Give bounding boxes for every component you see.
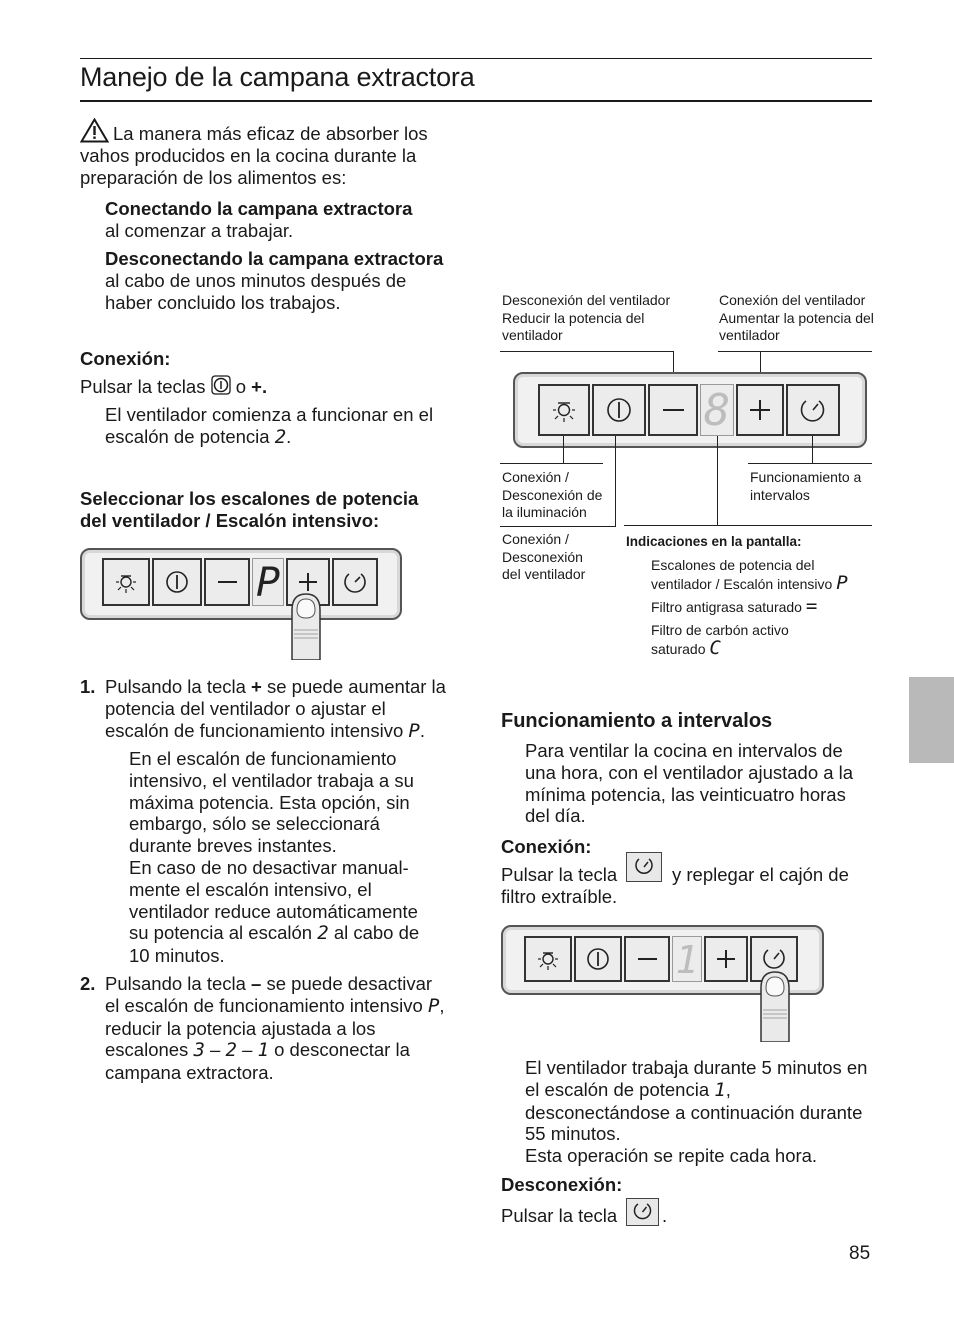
desconexion-heading: Desconexión: bbox=[501, 1174, 623, 1195]
conexion-line-2: El ventilador comienza a funcionar en el escalón de potencia 2. bbox=[105, 404, 434, 448]
fan-power-key-3[interactable] bbox=[574, 936, 622, 982]
step-2-d: o desconectar la campana extractora. bbox=[105, 1039, 410, 1084]
plus-symbol: +. bbox=[251, 376, 268, 397]
step-1-detail-seg: 2 bbox=[317, 922, 329, 945]
indic-2-text: Filtro antigrasa saturado bbox=[651, 599, 802, 615]
indicaciones-heading: Indicaciones en la pantalla: bbox=[626, 534, 802, 549]
label-light: Conexión / Desconexión de la iluminación bbox=[502, 469, 603, 520]
intro-item-2 bbox=[105, 248, 455, 313]
step-1-detail-p2a: En caso de no desactivar manual-mente el escalón intensivo, el ventilador reduce automáticamente su potencia al escalón bbox=[129, 856, 418, 944]
display-1-char: P bbox=[255, 560, 281, 606]
intervalos-p2 bbox=[525, 1057, 870, 1167]
display-1 bbox=[252, 558, 284, 606]
timer-icon bbox=[627, 1199, 658, 1225]
intervalos-conexion-heading: Conexión: bbox=[501, 836, 592, 857]
leader-light-v bbox=[563, 436, 564, 463]
conexion-line-1-a: Pulsar la teclas bbox=[80, 376, 206, 397]
intro-item-2-bold: Desconectando la campana extractora bbox=[105, 248, 444, 269]
intervalos-conexion-b: y replegar el cajón de filtro extraíble. bbox=[501, 864, 849, 907]
minus-icon bbox=[206, 560, 248, 604]
desconexion-b: . bbox=[662, 1205, 668, 1226]
leader-interval-h bbox=[748, 463, 872, 464]
step-2-b: se puede desactivar el escalón de funcionamiento intensivo bbox=[105, 973, 433, 1016]
step-1-detail-p2b: al cabo de 10 minutos. bbox=[129, 922, 420, 967]
seleccionar-heading: Seleccionar los escalones de potencia del ventilador / Escalón intensivo: bbox=[80, 488, 419, 531]
minus-key-3[interactable] bbox=[624, 936, 670, 982]
step-1-detail-p1: En el escalón de funcionamiento intensivo, el ventilador trabaja a su máxima potencia. Esta opción, sin embargo, sólo se seleccionará durante breves instantes. bbox=[129, 748, 414, 857]
plus-icon bbox=[706, 938, 746, 980]
intro-item-1-rest: al comenzar a trabajar. bbox=[105, 219, 294, 241]
conexion-heading: Conexión: bbox=[80, 348, 171, 369]
timer-icon bbox=[788, 386, 838, 434]
step-1-num: 1. bbox=[80, 676, 96, 697]
plus-key-2[interactable] bbox=[736, 384, 784, 436]
interval-key[interactable] bbox=[332, 558, 378, 606]
step-1-plus: + bbox=[251, 676, 262, 697]
plus-icon bbox=[738, 386, 782, 434]
leader-tr bbox=[718, 351, 872, 352]
label-fan-on: Conexión del ventilador Aumentar la potencia del ventilador bbox=[719, 292, 874, 343]
step-1-b: se puede aumentar la potencia del ventilador o ajustar el escalón de funcionamiento intensivo bbox=[105, 676, 446, 741]
label-interval: Funcionamiento a intervalos bbox=[750, 469, 862, 503]
intervalos-p3: Esta operación se repite cada hora. bbox=[525, 1145, 818, 1167]
minus-icon bbox=[650, 386, 696, 434]
chapter-tab bbox=[909, 677, 954, 763]
light-icon bbox=[540, 386, 588, 434]
indic-3-seg: C bbox=[709, 636, 721, 659]
conexion-line-1-b: o bbox=[235, 376, 247, 397]
light-key-3[interactable] bbox=[524, 936, 572, 982]
power-icon bbox=[154, 560, 200, 604]
page-title: Manejo de la campana extractora bbox=[80, 62, 475, 92]
step-2-c: , reducir la potencia ajustada a los escalones bbox=[105, 994, 445, 1061]
step-1-seg: P bbox=[408, 719, 420, 742]
intro-item-1-bold: Conectando la campana extractora bbox=[105, 198, 413, 219]
power-key-icon bbox=[211, 375, 231, 395]
label-fan: Conexión / Desconexión del ventilador bbox=[502, 531, 586, 582]
display-2-char: 8 bbox=[703, 385, 731, 436]
leader-tl bbox=[500, 351, 674, 352]
intervalos-conexion-a: Pulsar la tecla bbox=[501, 864, 618, 885]
conexion-line-2-text: El ventilador comienza a funcionar en el escalón de potencia bbox=[105, 404, 434, 447]
step-1-detail bbox=[129, 748, 439, 967]
step-1-end: . bbox=[419, 719, 425, 741]
step-2-a: Pulsando la tecla bbox=[105, 973, 246, 994]
intro-item-1 bbox=[105, 198, 455, 242]
power-icon bbox=[576, 938, 620, 980]
desconexion-a: Pulsar la tecla bbox=[501, 1205, 618, 1226]
warning-icon bbox=[80, 118, 109, 143]
power-icon bbox=[594, 386, 644, 434]
leader-display-v bbox=[717, 436, 718, 526]
display-3 bbox=[672, 936, 702, 982]
finger-icon bbox=[756, 968, 794, 1042]
step-2-num: 2. bbox=[80, 973, 96, 994]
indic-1 bbox=[651, 557, 866, 593]
step-1-detail-p2 bbox=[129, 857, 439, 967]
intervalos-p2a: El ventilador trabaja durante 5 minutos en el escalón de potencia bbox=[525, 1057, 868, 1100]
page-number: 85 bbox=[849, 1243, 871, 1264]
intervalos-p2b: , desconectándose a continuación durante 55 minutos. bbox=[525, 1078, 863, 1145]
step-1 bbox=[80, 676, 450, 742]
fan-power-key-2[interactable] bbox=[592, 384, 646, 436]
display-2 bbox=[700, 384, 734, 436]
fan-power-key[interactable] bbox=[152, 558, 202, 606]
intervalos-p1: Para ventilar la cocina en intervalos de una hora, con el ventilador ajustado a la mínima potencia, las veinticuatro horas del día. bbox=[525, 740, 854, 827]
leader-fan-h bbox=[500, 526, 616, 527]
finger-icon bbox=[286, 590, 326, 660]
label-fan-off: Desconexión del ventilador Reducir la potencia del ventilador bbox=[502, 292, 671, 343]
leader-interval-v bbox=[812, 436, 813, 463]
intro-text: La manera más eficaz de absorber los vahos producidos en la cocina durante la preparación de los alimentos es: bbox=[80, 123, 428, 188]
indic-2-seg: = bbox=[805, 595, 818, 617]
minus-key[interactable] bbox=[204, 558, 250, 606]
title-rule bbox=[80, 100, 872, 102]
intro-paragraph bbox=[80, 118, 450, 188]
interval-key-2[interactable] bbox=[786, 384, 840, 436]
indic-2 bbox=[651, 595, 866, 617]
plus-key-3[interactable] bbox=[704, 936, 748, 982]
step-2-seg-2: 2 bbox=[225, 1039, 237, 1062]
step-1-a: Pulsando la tecla bbox=[105, 676, 246, 697]
intervalos-p2-seg: 1 bbox=[714, 1078, 726, 1101]
indic-1-text: Escalones de potencia del ventilador / Escalón intensivo bbox=[651, 557, 833, 592]
timer-icon bbox=[334, 560, 376, 604]
conexion-line-1 bbox=[80, 375, 450, 398]
segment-digit: 2 bbox=[274, 425, 287, 448]
step-2-seg-p: P bbox=[427, 994, 440, 1017]
display-3-char: 1 bbox=[675, 938, 699, 982]
interval-key-inline-2[interactable] bbox=[626, 1198, 659, 1226]
light-key[interactable] bbox=[102, 558, 150, 606]
intro-item-2-rest: al cabo de unos minutos después de haber concluido los trabajos. bbox=[105, 269, 407, 313]
intervalos-heading: Funcionamiento a intervalos bbox=[501, 710, 773, 732]
step-2 bbox=[80, 973, 450, 1084]
step-2-dash-2: – bbox=[242, 1039, 253, 1061]
step-2-seg-1: 1 bbox=[257, 1039, 269, 1062]
step-2-minus: – bbox=[251, 973, 262, 994]
indic-3 bbox=[651, 622, 831, 658]
leader-display-h bbox=[624, 525, 872, 526]
indic-3-text: Filtro de carbón activo saturado bbox=[651, 622, 789, 657]
leader-fan-v bbox=[615, 436, 616, 526]
indic-1-seg: P bbox=[836, 571, 848, 594]
minus-icon bbox=[626, 938, 668, 980]
leader-light-h bbox=[500, 463, 603, 464]
minus-key-2[interactable] bbox=[648, 384, 698, 436]
light-key-2[interactable] bbox=[538, 384, 590, 436]
light-icon bbox=[104, 560, 148, 604]
light-icon bbox=[526, 938, 570, 980]
top-rule bbox=[80, 58, 872, 59]
step-2-dash-1: – bbox=[210, 1039, 221, 1061]
step-2-seg-3: 3 bbox=[193, 1039, 205, 1062]
